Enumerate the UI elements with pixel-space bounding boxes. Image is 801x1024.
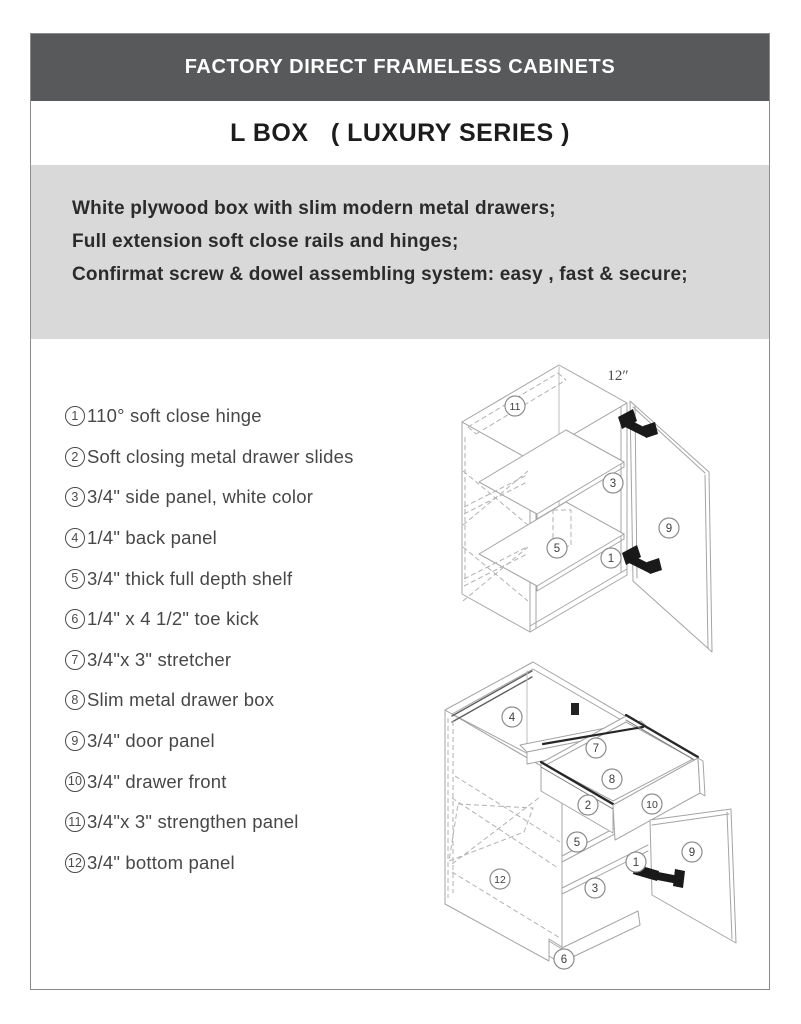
part-item	[65, 518, 415, 559]
callout-number: 8	[608, 774, 616, 786]
part-item	[65, 802, 415, 843]
features-box	[31, 165, 769, 339]
part-label: Soft closing metal drawer slides	[87, 445, 354, 467]
part-number-circle: 12	[65, 853, 85, 873]
part-item	[65, 721, 415, 762]
part-number-circle: 2	[65, 447, 85, 467]
callout-number: 4	[508, 712, 516, 724]
callout-number: 11	[509, 401, 521, 413]
part-item	[65, 396, 415, 437]
part-label: 3/4" thick full depth shelf	[87, 567, 293, 589]
callout-number: 1	[632, 857, 640, 869]
header-bar	[31, 34, 769, 101]
callout-number: 1	[607, 553, 615, 565]
part-item	[65, 843, 415, 884]
callout-number: 7	[592, 743, 600, 755]
wall-cabinet-carcass	[462, 365, 627, 632]
part-number-circle: 10	[65, 772, 85, 792]
callout-number: 5	[553, 543, 561, 555]
part-number-circle: 7	[65, 650, 85, 670]
part-number-circle: 5	[65, 569, 85, 589]
part-label: 3/4"x 3" strengthen panel	[87, 811, 299, 833]
part-label: 3/4" drawer front	[87, 770, 227, 792]
feature-line: White plywood box with slim modern metal drawers;	[72, 198, 556, 219]
page-title: FACTORY DIRECT FRAMELESS CABINETS	[184, 56, 616, 78]
series-title: L BOX ( LUXURY SERIES )	[230, 118, 570, 147]
part-number-circle: 9	[65, 731, 85, 751]
part-number-circle: 6	[65, 609, 85, 629]
callout-number: 10	[646, 799, 658, 811]
part-label: 3/4" side panel, white color	[87, 486, 314, 508]
part-item	[65, 558, 415, 599]
callout-number: 5	[573, 837, 581, 849]
callout-number: 2	[584, 800, 592, 812]
base-cabinet-diagram	[420, 650, 795, 1015]
callout-number: 3	[609, 478, 617, 490]
part-number-circle: 8	[65, 690, 85, 710]
part-item	[65, 477, 415, 518]
part-item	[65, 599, 415, 640]
feature-line: Full extension soft close rails and hinges;	[72, 231, 459, 252]
parts-list	[65, 396, 415, 883]
part-label: 110° soft close hinge	[87, 405, 262, 427]
callout-number: 12	[494, 874, 506, 886]
feature-line: Confirmat screw & dowel assembling system: easy , fast & secure;	[72, 264, 688, 285]
depth-dimension-label: 12″	[607, 368, 629, 384]
part-label: 1/4" back panel	[87, 527, 217, 549]
part-item	[65, 680, 415, 721]
part-label: 1/4" x 4 1/2" toe kick	[87, 608, 259, 630]
callout-number: 3	[591, 883, 599, 895]
part-label: 3/4"x 3" stretcher	[87, 648, 232, 670]
part-item	[65, 640, 415, 681]
part-item	[65, 761, 415, 802]
part-number-circle: 11	[65, 812, 85, 832]
part-label: Slim metal drawer box	[87, 689, 275, 711]
part-number-circle: 3	[65, 487, 85, 507]
part-label: 3/4" bottom panel	[87, 851, 235, 873]
callout-number: 6	[560, 954, 568, 966]
part-label: 3/4" door panel	[87, 730, 215, 752]
series-title-row	[31, 101, 769, 165]
part-number-circle: 4	[65, 528, 85, 548]
part-item	[65, 437, 415, 478]
part-number-circle: 1	[65, 406, 85, 426]
callout-number: 9	[665, 523, 673, 535]
callout-number: 9	[688, 847, 696, 859]
